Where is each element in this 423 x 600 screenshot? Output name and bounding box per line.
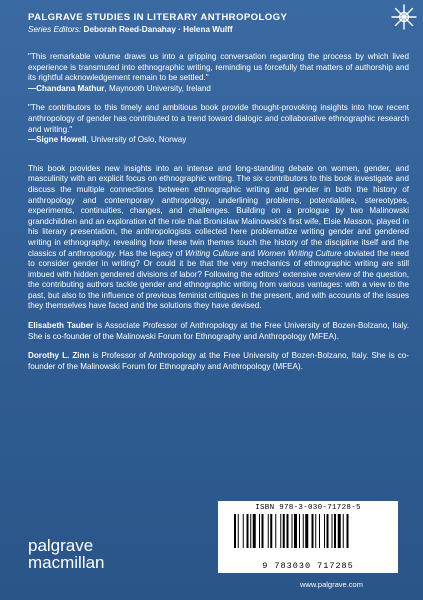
isbn-label: ISBN 978-3-030-71728-5 bbox=[255, 504, 361, 512]
publisher-name-line-1: palgrave bbox=[28, 536, 94, 555]
series-header bbox=[28, 12, 383, 34]
bio-2-text: is Professor of Anthropology at the Free University of Bozen-Bolzano, Italy. She is co-founder of the Malinowski Forum for Ethnography and Anthropology (MFEA). bbox=[28, 351, 410, 371]
quote-1-affiliation: , Maynooth University, Ireland bbox=[104, 83, 211, 93]
series-editors-names: Deborah Reed-Danahay · Helena Wulff bbox=[83, 25, 233, 34]
description-part-3: obviated the need to consider gender in writing? Or could it be that the very mechanics of ethnographic writing are still imbued with hidden gendered divisions of labor? Following the editors' extensive overview of the question, the contributing authors tackle gender and ethnographic writing from various vantages: with a view to the past, but also to the influence of previous feminist critiques in the present, and with accounts of the issues they themselves have faced and the solutions they have devised. bbox=[28, 248, 409, 311]
bio-1-text: is Associate Professor of Anthropology at the Free University of Bozen-Bolzano, Italy. She is co-founder of the Malinowski Forum for Ethnography and Anthropology (MFEA). bbox=[28, 321, 409, 341]
sparkle-star-icon bbox=[389, 2, 419, 32]
description bbox=[28, 164, 409, 312]
barcode-bars bbox=[232, 514, 384, 558]
description-italic-1: Writing Culture bbox=[184, 248, 239, 258]
publisher-name-line-2: macmillan bbox=[28, 553, 105, 572]
series-editors-label: Series Editors: bbox=[28, 25, 82, 34]
quote-1 bbox=[28, 52, 409, 94]
quote-2 bbox=[28, 103, 409, 145]
barcode-number: 9 783030 717285 bbox=[262, 561, 354, 571]
quote-2-author: —Signe Howell bbox=[28, 135, 87, 145]
bio-1-name: Elisabeth Tauber bbox=[28, 321, 94, 331]
bio-2 bbox=[28, 351, 409, 372]
quote-2-affiliation: , University of Oslo, Norway bbox=[86, 135, 187, 145]
series-title: PALGRAVE STUDIES IN LITERARY ANTHROPOLOGY bbox=[28, 12, 288, 23]
description-part-2: and bbox=[238, 248, 258, 258]
main-text bbox=[28, 52, 409, 372]
bio-1 bbox=[28, 321, 409, 342]
publisher-logo bbox=[28, 537, 105, 571]
quote-2-text: "The contributors to this timely and ambitious book provide thought-provoking insights into how recent anthropology of gender has contributed to a trend toward dialogic and collaborative ethnographic research and writing." bbox=[28, 103, 409, 134]
description-italic-2: Women Writing Culture bbox=[257, 248, 342, 258]
quote-1-author: —Chandana Mathur bbox=[28, 83, 105, 93]
publisher-url[interactable]: www.palgrave.com bbox=[300, 580, 363, 589]
barcode bbox=[218, 501, 398, 573]
bio-2-name: Dorothy L. Zinn bbox=[28, 351, 90, 361]
series-editors bbox=[28, 25, 383, 34]
quote-1-text: "This remarkable volume draws us into a gripping conversation regarding the process by which lived experience is transmuted into ethnographic writing, reminding us forcefully that matters of authorship and its rightful acknowledgement remain to be settled." bbox=[28, 52, 409, 83]
description-part-1: This book provides new insights into an intense and long-standing debate on women, gender, and masculinity with an explicit focus on ethnographic writing. The six contributors to this book investigate and discuss the multiple connections between ethnographic writing and gender in both the history of anthropology and contemporary anthropology, underlining problems, potentialities, stereotypes, experiments, continuities, changes, and challenges. Building on a prologue by two Malinowski grandchildren and an exploration of the role that Bronislaw Malinowski's first wife, Elsie Masson, played in his literary presentation, the anthropologists collected here problematize writing gender and gendered writing in ethnography, revealing how these twin themes touch the history of the discipline itself and the classics of anthropology. Has the legacy of bbox=[28, 163, 409, 258]
